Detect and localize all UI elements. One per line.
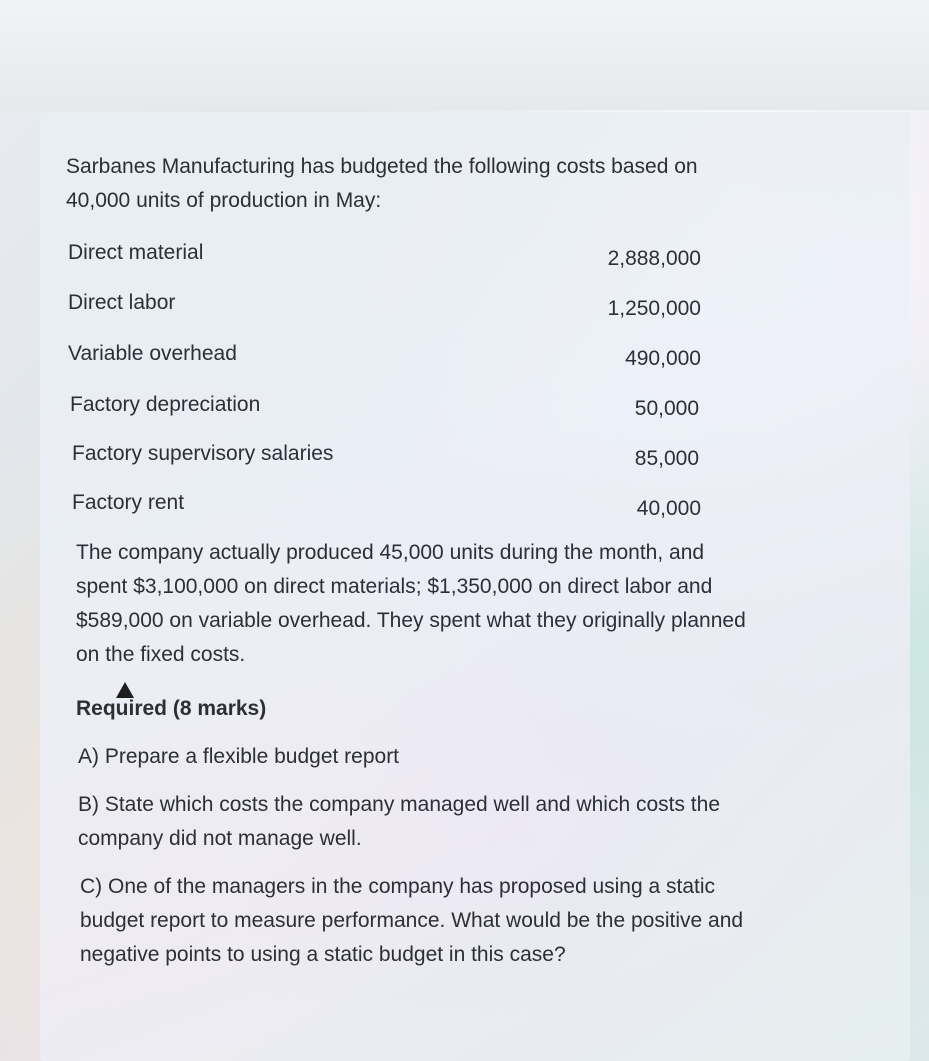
cost-label-factory-supervisory-salaries: Factory supervisory salaries bbox=[72, 442, 334, 465]
intro-line-2: 40,000 units of production in May: bbox=[66, 189, 382, 212]
screen-background bbox=[0, 0, 929, 110]
question-c bbox=[80, 870, 743, 972]
cost-label-factory-depreciation: Factory depreciation bbox=[70, 393, 261, 416]
actuals-line-3: $589,000 on variable overhead. They spent what they originally planned bbox=[76, 609, 746, 632]
question-c-line-2: budget report to measure performance. What would be the positive and bbox=[80, 909, 744, 932]
cost-value-factory-supervisory-salaries: 85,000 bbox=[634, 447, 699, 470]
cost-value-variable-overhead: 490,000 bbox=[625, 347, 701, 370]
actuals-line-1: The company actually produced 45,000 units during the month, and bbox=[76, 541, 705, 564]
question-c-line-1: C) One of the managers in the company has proposed using a static bbox=[80, 875, 716, 898]
question-a: A) Prepare a flexible budget report bbox=[78, 745, 400, 768]
question-b-line-2: company did not manage well. bbox=[78, 827, 362, 850]
cost-label-direct-material: Direct material bbox=[68, 241, 204, 264]
actuals-line-2: spent $3,100,000 on direct materials; $1,350,000 on direct labor and bbox=[76, 575, 713, 598]
actuals-line-4: on the fixed costs. bbox=[76, 643, 246, 666]
question-b bbox=[78, 788, 720, 856]
cost-label-factory-rent: Factory rent bbox=[72, 491, 185, 514]
intro-text bbox=[66, 150, 698, 218]
actuals-paragraph bbox=[76, 536, 746, 672]
question-b-line-1: B) State which costs the company managed well and which costs the bbox=[78, 793, 720, 816]
question-c-line-3: negative points to using a static budget in this case? bbox=[80, 943, 566, 966]
cost-value-factory-rent: 40,000 bbox=[636, 497, 701, 520]
intro-line-1: Sarbanes Manufacturing has budgeted the following costs based on bbox=[66, 155, 698, 178]
mouse-cursor-icon bbox=[116, 682, 134, 698]
cost-value-direct-material: 2,888,000 bbox=[607, 247, 701, 270]
cost-label-direct-labor: Direct labor bbox=[68, 291, 176, 314]
cost-label-variable-overhead: Variable overhead bbox=[68, 342, 237, 365]
cost-value-factory-depreciation: 50,000 bbox=[634, 397, 699, 420]
required-heading: Required (8 marks) bbox=[76, 697, 267, 720]
cost-value-direct-labor: 1,250,000 bbox=[607, 297, 701, 320]
